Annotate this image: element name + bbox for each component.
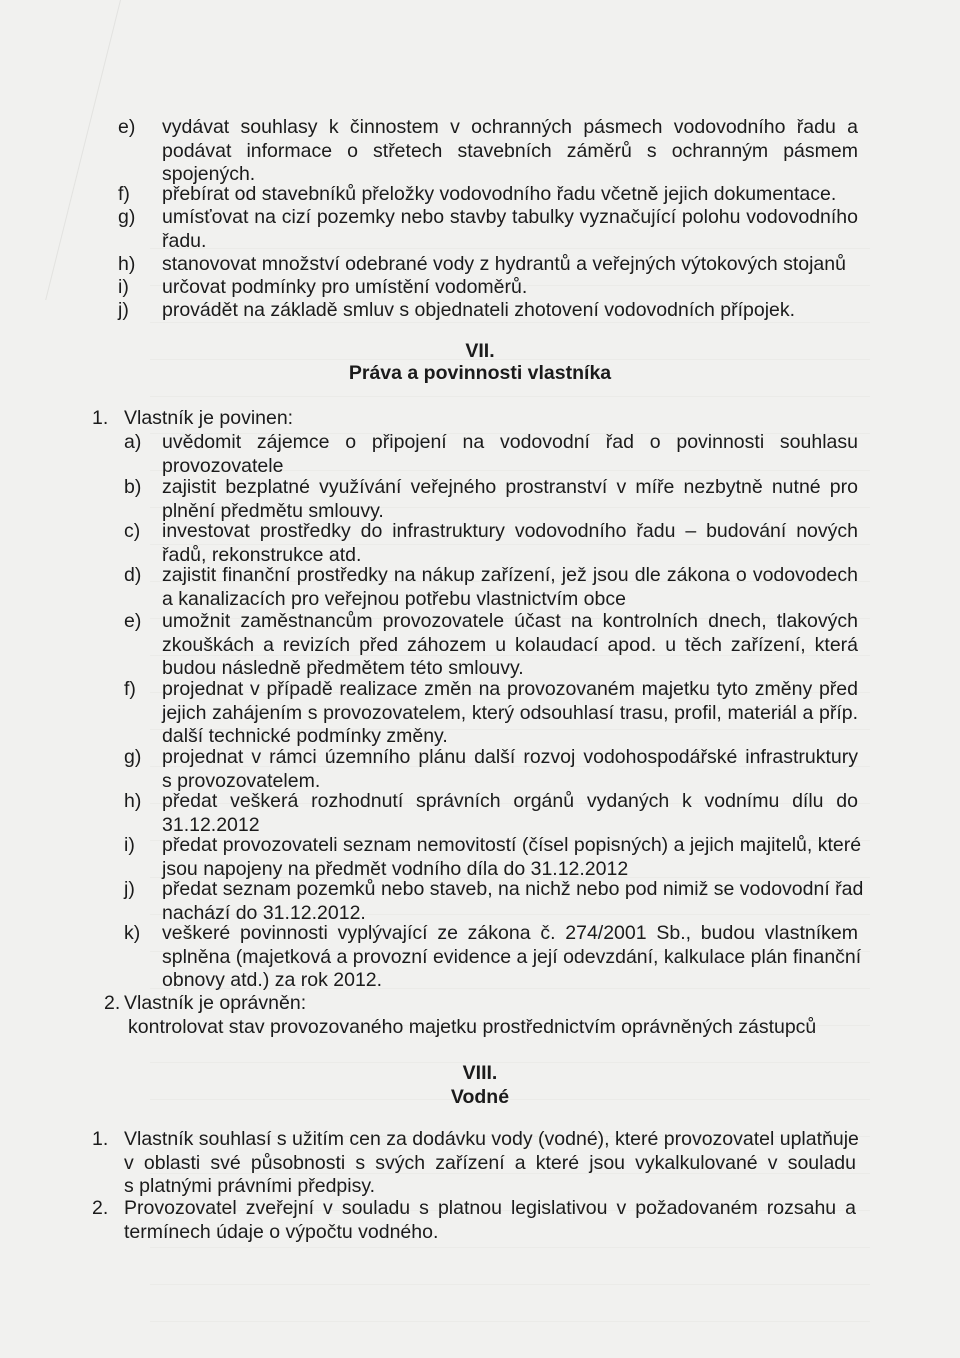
duty-item-line: veškeré povinnosti vyplývající ze zákona č. 274/2001 Sb., budou vlastníkem <box>162 922 858 944</box>
duty-item-label: j) <box>124 878 135 900</box>
section6-item-line: vydávat souhlasy k činnostem v ochranných pásmech vodovodního řadu a <box>162 116 858 138</box>
duty-item-line: předat veškerá rozhodnutí správních orgánů vydaných k vodnímu dílu do <box>162 790 858 812</box>
vodne-item-number: 2. <box>92 1197 109 1219</box>
section6-item-line: podávat informace o střetech stavebních záměrů s ochranným pásmem <box>162 139 858 162</box>
duty-item-label: g) <box>124 746 142 768</box>
section6-item-label: j) <box>118 299 129 321</box>
section6-item-label: i) <box>118 276 129 298</box>
section6-item-label: f) <box>118 183 130 205</box>
section6-item-line: stanovovat množství odebrané vody z hydrantů a veřejných výtokových stojanů <box>162 253 846 275</box>
point1-number: 1. <box>92 407 109 429</box>
duty-item-line: projednat v rámci územního plánu další rozvoj vodohospodářské infrastruktury <box>162 746 858 768</box>
duty-item-label: i) <box>124 834 135 856</box>
duty-item-line: 31.12.2012 <box>162 813 260 836</box>
duty-item-label: b) <box>124 476 142 498</box>
duty-item-label: d) <box>124 564 142 586</box>
duty-item-line: další technické podmínky změny. <box>162 725 448 748</box>
duty-item-line: řadů, rekonstrukce atd. <box>162 543 362 566</box>
section6-item-line: přebírat od stavebníků přeložky vodovodního řadu včetně jejich dokumentace. <box>162 183 837 205</box>
vodne-item-line: termínech údaje o výpočtu vodného. <box>124 1220 439 1243</box>
point2-text: kontrolovat stav provozovaného majetku prostřednictvím oprávněných zástupců <box>128 1016 817 1038</box>
duty-item-line: splněna (majetková a provozní evidence a její odevzdání, kalkulace plán finanční <box>162 945 862 968</box>
page-fold-shadow <box>0 0 121 300</box>
point2-heading: Vlastník je oprávněn: <box>124 992 307 1014</box>
duty-item-line: projednat v případě realizace změn na provozovaném majetku tyto změny před <box>162 678 858 700</box>
duty-item-line: umožnit zaměstnancům provozovatele účast na kontrolních dnech, tlakových <box>162 610 858 632</box>
duty-item-line: plnění předmětu smlouvy. <box>162 499 384 522</box>
duty-item-label: f) <box>124 678 136 700</box>
section6-item-line: určovat podmínky pro umístění vodoměrů. <box>162 276 528 298</box>
duty-item-line: uvědomit zájemce o připojení na vodovodní řad o povinnosti souhlasu <box>162 431 858 453</box>
duty-item-label: h) <box>124 790 142 812</box>
point1-heading: Vlastník je povinen: <box>124 407 294 429</box>
vodne-item-line: Vlastník souhlasí s užitím cen za dodávku vody (vodné), které provozovatel uplatňuje <box>124 1128 859 1150</box>
vodne-item-line: v oblasti své působnosti s svých zařízení a které jsou vykalkulované v souladu <box>124 1151 856 1174</box>
section8-title: Vodné <box>450 1086 510 1108</box>
point2-number: 2. <box>104 992 121 1014</box>
section7-title: Práva a povinnosti vlastníka <box>348 362 612 384</box>
duty-item-label: c) <box>124 520 141 542</box>
duty-item-line: jejich zahájením s provozovatelem, který odsouhlasí trasu, profil, materiál a příp. <box>162 701 858 724</box>
vodne-item-number: 1. <box>92 1128 109 1150</box>
duty-item-line: jsou napojeny na předmět vodního díla do 31.12.2012 <box>162 857 629 880</box>
section7-number: VII. <box>465 340 495 362</box>
duty-item-line: zkouškách a revizích před záhozem u kolaudací apod. u těch zařízení, která <box>162 633 858 656</box>
duty-item-line: předat provozovateli seznam nemovitostí (čísel popisných) a jejich majitelů, které <box>162 834 862 856</box>
duty-item-line: investovat prostředky do infrastruktury vodovodního řadu – budování nových <box>162 520 858 542</box>
duty-item-line: nachází do 31.12.2012. <box>162 901 366 924</box>
duty-item-line: provozovatele <box>162 454 284 477</box>
duty-item-label: e) <box>124 610 142 632</box>
section8-number: VIII. <box>462 1062 498 1084</box>
duty-item-line: obnovy atd.) za rok 2012. <box>162 969 383 992</box>
duty-item-line: budou následně předmětem této smlouvy. <box>162 657 524 680</box>
duty-item-line: zajistit finanční prostředky na nákup zařízení, jež jsou dle zákona o vodovodech <box>162 564 858 586</box>
vodne-item-line: s platnými právními předpisy. <box>124 1175 376 1198</box>
section6-item-line: spojených. <box>162 163 256 186</box>
vodne-item-line: Provozovatel zveřejní v souladu s platnou legislativou v požadovaném rozsahu a <box>124 1197 856 1219</box>
duty-item-line: s provozovatelem. <box>162 769 321 792</box>
section6-item-label: e) <box>118 116 136 138</box>
section6-item-line: řadu. <box>162 229 207 252</box>
duty-item-label: a) <box>124 431 142 453</box>
section6-item-label: h) <box>118 253 136 275</box>
duty-item-line: a kanalizacích pro veřejnou potřebu vlastnictvím obce <box>162 587 626 610</box>
section6-item-label: g) <box>118 206 136 228</box>
section6-item-line: umísťovat na cizí pozemky nebo stavby tabulky vyznačující polohu vodovodního <box>162 206 858 228</box>
section6-item-line: provádět na základě smluv s objednateli zhotovení vodovodních přípojek. <box>162 299 796 321</box>
duty-item-line: zajistit bezplatné využívání veřejného prostranství v míře nezbytně nutné pro <box>162 476 858 498</box>
duty-item-line: předat seznam pozemků nebo staveb, na nichž nebo pod nimiž se vodovodní řad <box>162 878 864 900</box>
duty-item-label: k) <box>124 922 141 944</box>
